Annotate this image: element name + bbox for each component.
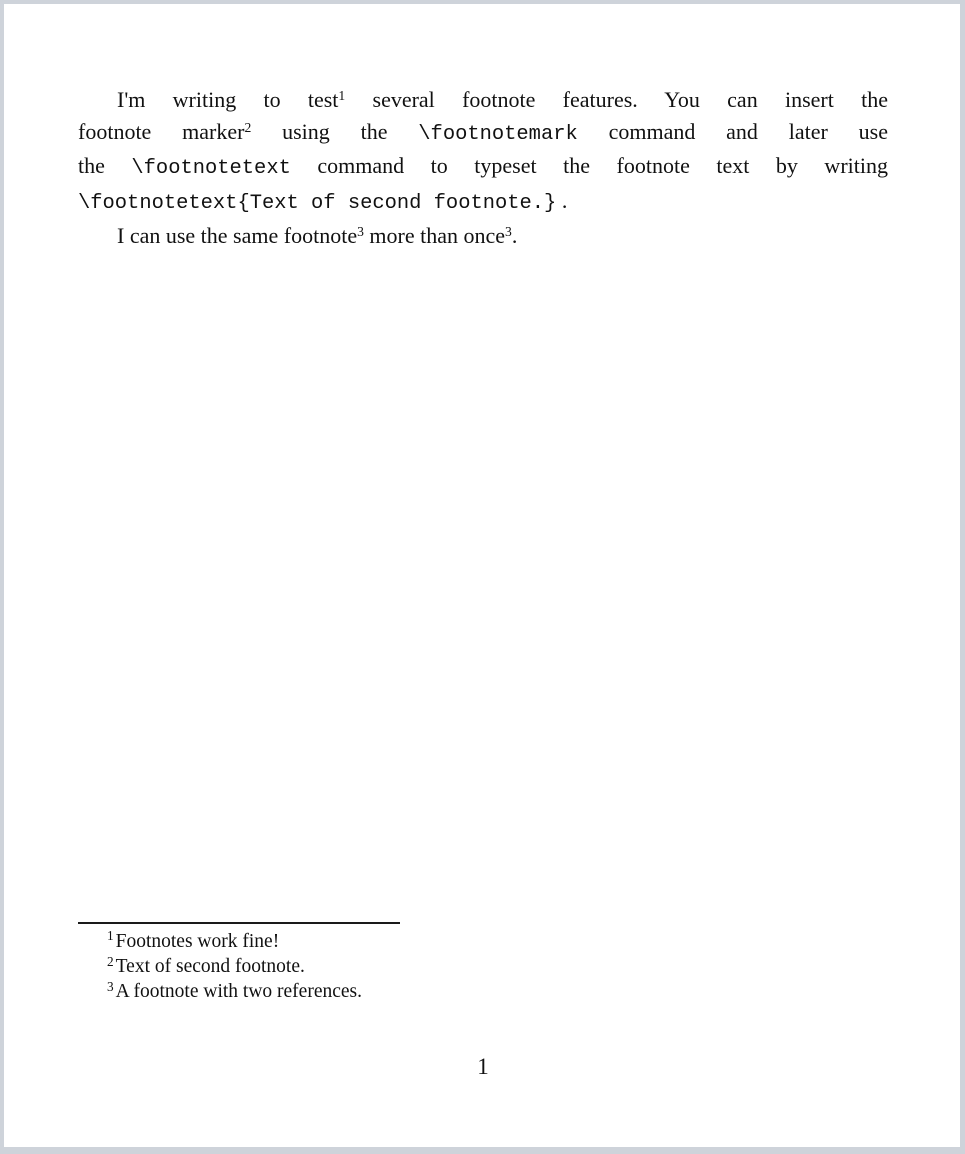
body-text-segment: . — [556, 188, 568, 214]
footnote-item-text: Footnotes work fine! — [115, 930, 280, 952]
footnote-item-mark: 1 — [107, 928, 114, 944]
body-text — [78, 84, 888, 252]
body-text-segment: more than once — [363, 222, 505, 248]
body-text-segment: . — [511, 222, 518, 248]
body-text-segment: several footnote features. You can insert the — [345, 87, 888, 112]
footnote-item-text: A footnote with two references. — [115, 981, 363, 1003]
footnote-item — [78, 979, 888, 1004]
footnote-item-mark: 2 — [107, 953, 114, 969]
footnote-area — [78, 922, 888, 1005]
body-text-segment: the — [78, 153, 132, 179]
footnote-mark: 3 — [357, 223, 364, 239]
footnote-rule — [78, 922, 400, 924]
footnote-item — [78, 954, 888, 979]
footnote-item-mark: 3 — [107, 979, 114, 995]
footnote-list — [78, 929, 888, 1005]
footnote-mark: 3 — [505, 223, 512, 239]
page-number: 1 — [477, 1054, 489, 1079]
body-line — [78, 150, 888, 185]
latex-command-text: \footnotemark — [418, 122, 578, 146]
body-line — [78, 84, 888, 116]
body-line — [78, 116, 888, 151]
body-text-segment: command and later use — [577, 118, 888, 144]
document-page — [4, 4, 960, 1147]
latex-command-text: \footnotetext{Text of second footnote.} — [78, 192, 557, 216]
footnote-mark: 1 — [338, 87, 346, 103]
body-text-segment: I'm writing to test — [117, 87, 339, 112]
latex-command-text: \footnotetext — [131, 157, 291, 181]
body-text-segment: command to typeset the footnote text by writing — [290, 153, 888, 179]
body-text-segment: I can use the same footnote — [117, 222, 358, 248]
footnote-item — [78, 929, 888, 954]
footnote-mark: 2 — [244, 119, 252, 135]
body-line — [78, 220, 888, 252]
body-line — [78, 185, 888, 220]
footnote-item-text: Text of second footnote. — [115, 956, 305, 977]
body-text-segment: using the — [251, 118, 419, 144]
body-text-segment: footnote marker — [78, 118, 245, 144]
